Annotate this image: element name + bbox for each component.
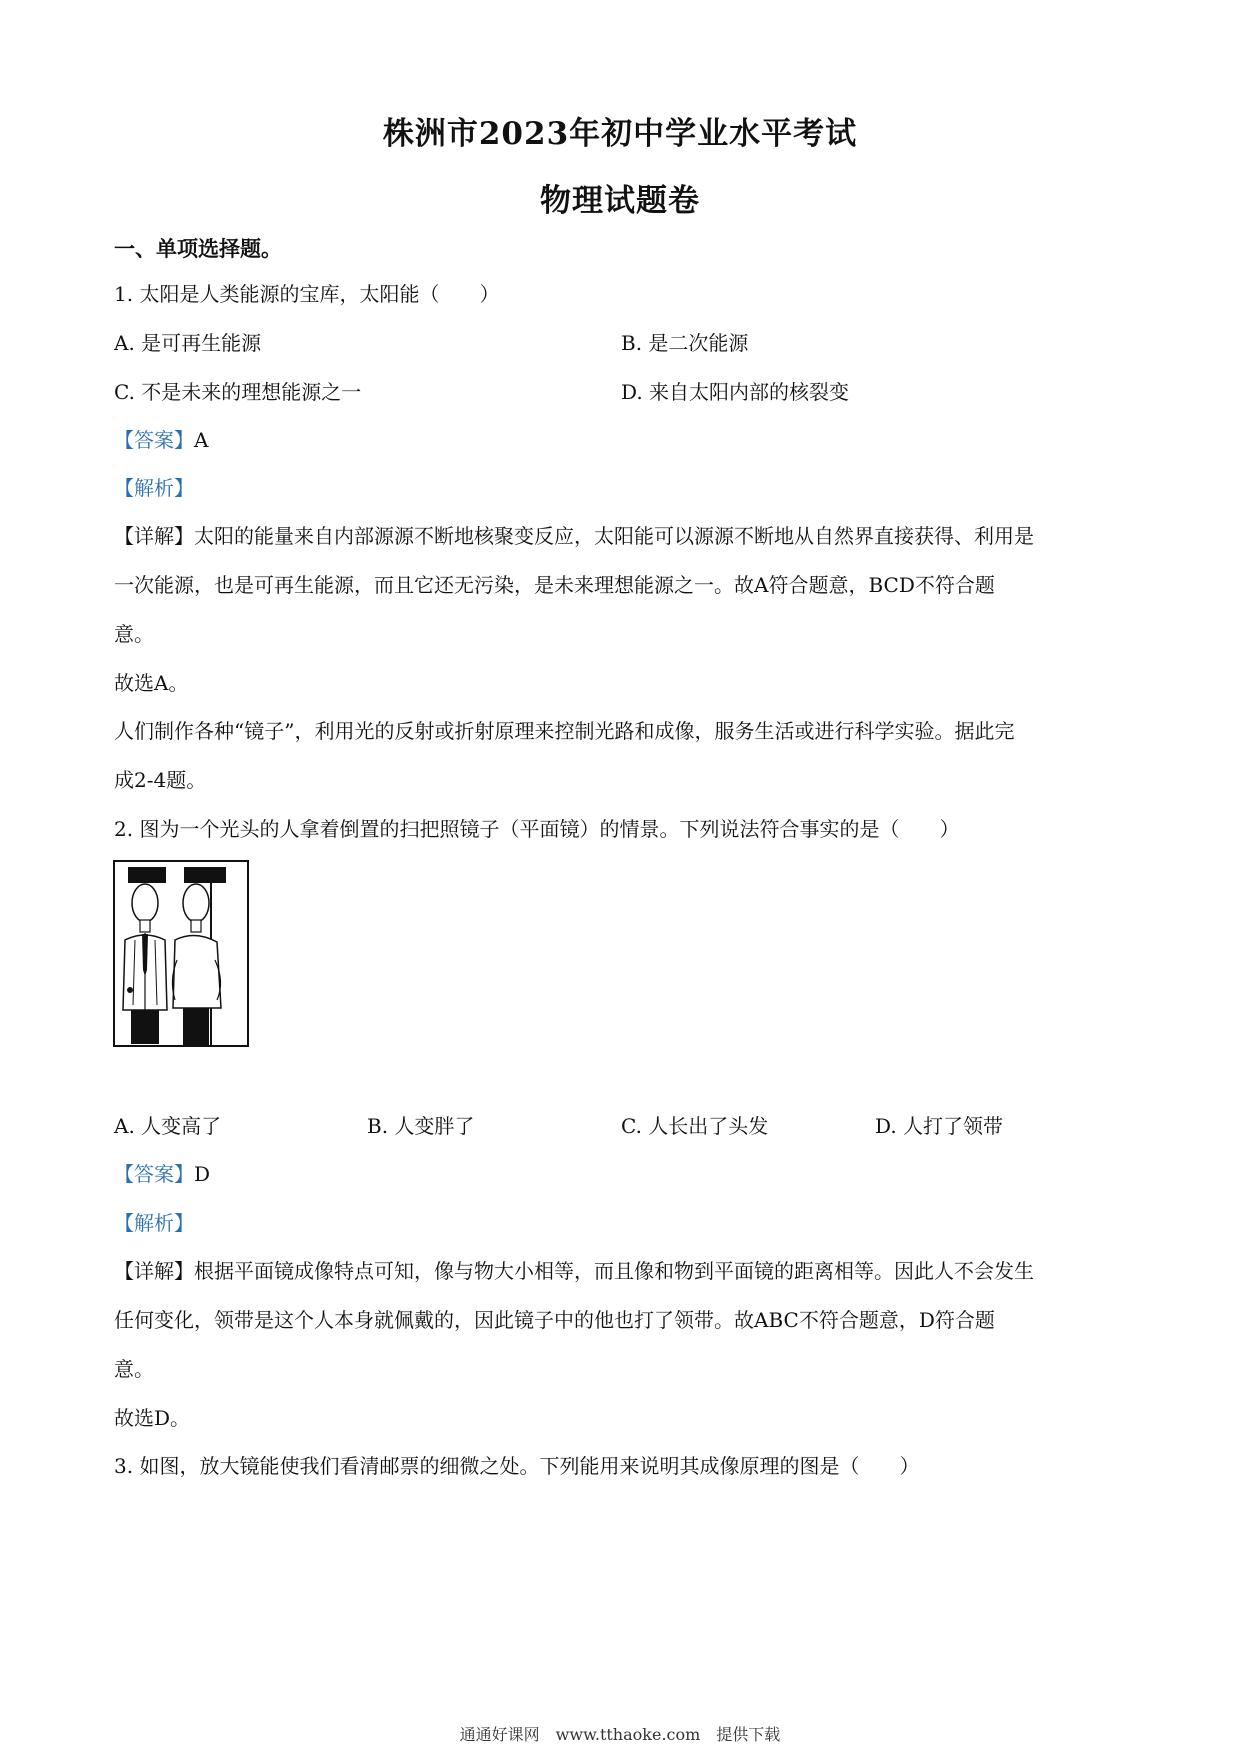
q1-conclusion: 故选A。 [114,671,189,695]
q1-option-b: B. 是二次能源 [621,331,749,355]
q2-option-c: C. 人长出了头发 [621,1114,769,1138]
q2-detail-line-2: 任何变化，领带是这个人本身就佩戴的，因此镜子中的他也打了领带。故ABC不符合题意，D符合题 [114,1308,995,1332]
q1-detail-line-1 [114,520,1034,549]
detail-text: 太阳的能量来自内部源源不断地核聚变反应，太阳能可以源源不断地从自然界直接获得、利用是 [194,524,1034,548]
mirror-figure [113,860,249,1047]
exam-title: 株洲市2023年初中学业水平考试 [382,116,858,152]
q2-detail-line-3: 意。 [114,1357,154,1381]
q2-detail-line-1 [114,1255,1034,1284]
passage-line-1: 人们制作各种“镜子”，利用光的反射或折射原理来控制光路和成像，服务生活或进行科学实验。据此完 [114,719,1015,743]
answer-value: D [194,1162,211,1186]
exam-subtitle: 物理试题卷 [540,183,700,219]
detail-tag: 【详解】 [114,524,194,548]
q2-option-a: A. 人变高了 [114,1114,222,1138]
q1-stem: 1. 太阳是人类能源的宝库，太阳能（ ） [114,282,500,306]
q3-stem: 3. 如图，放大镜能使我们看清邮票的细微之处。下列能用来说明其成像原理的图是（ ） [114,1454,920,1478]
q2-option-d: D. 人打了领带 [875,1114,1004,1138]
q2-conclusion: 故选D。 [114,1406,191,1430]
q1-answer [114,424,208,453]
answer-tag: 【答案】 [114,1162,194,1186]
q1-analysis-tag: 【解析】 [114,476,194,500]
q1-option-a: A. 是可再生能源 [114,331,262,355]
answer-tag: 【答案】 [114,428,194,452]
detail-text: 根据平面镜成像特点可知，像与物大小相等，而且像和物到平面镜的距离相等。因此人不会发生 [194,1259,1034,1283]
section-heading: 一、单项选择题。 [114,236,282,261]
passage-line-2: 成2-4题。 [114,768,207,792]
q2-analysis-tag: 【解析】 [114,1211,194,1235]
q1-detail-line-2: 一次能源，也是可再生能源，而且它还无污染，是未来理想能源之一。故A符合题意，BCD不符合题 [114,573,995,597]
q2-option-b: B. 人变胖了 [367,1114,475,1138]
page-footer: 通通好课网 www.tthaoke.com 提供下载 [459,1725,781,1744]
q1-detail-line-3: 意。 [114,622,154,646]
detail-tag: 【详解】 [114,1259,194,1283]
answer-value: A [194,428,209,452]
q1-option-d: D. 来自太阳内部的核裂变 [621,380,850,404]
q2-answer [114,1158,210,1187]
q2-stem: 2. 图为一个光头的人拿着倒置的扫把照镜子（平面镜）的情景。下列说法符合事实的是（ ） [114,817,960,841]
q1-option-c: C. 不是未来的理想能源之一 [114,380,362,404]
